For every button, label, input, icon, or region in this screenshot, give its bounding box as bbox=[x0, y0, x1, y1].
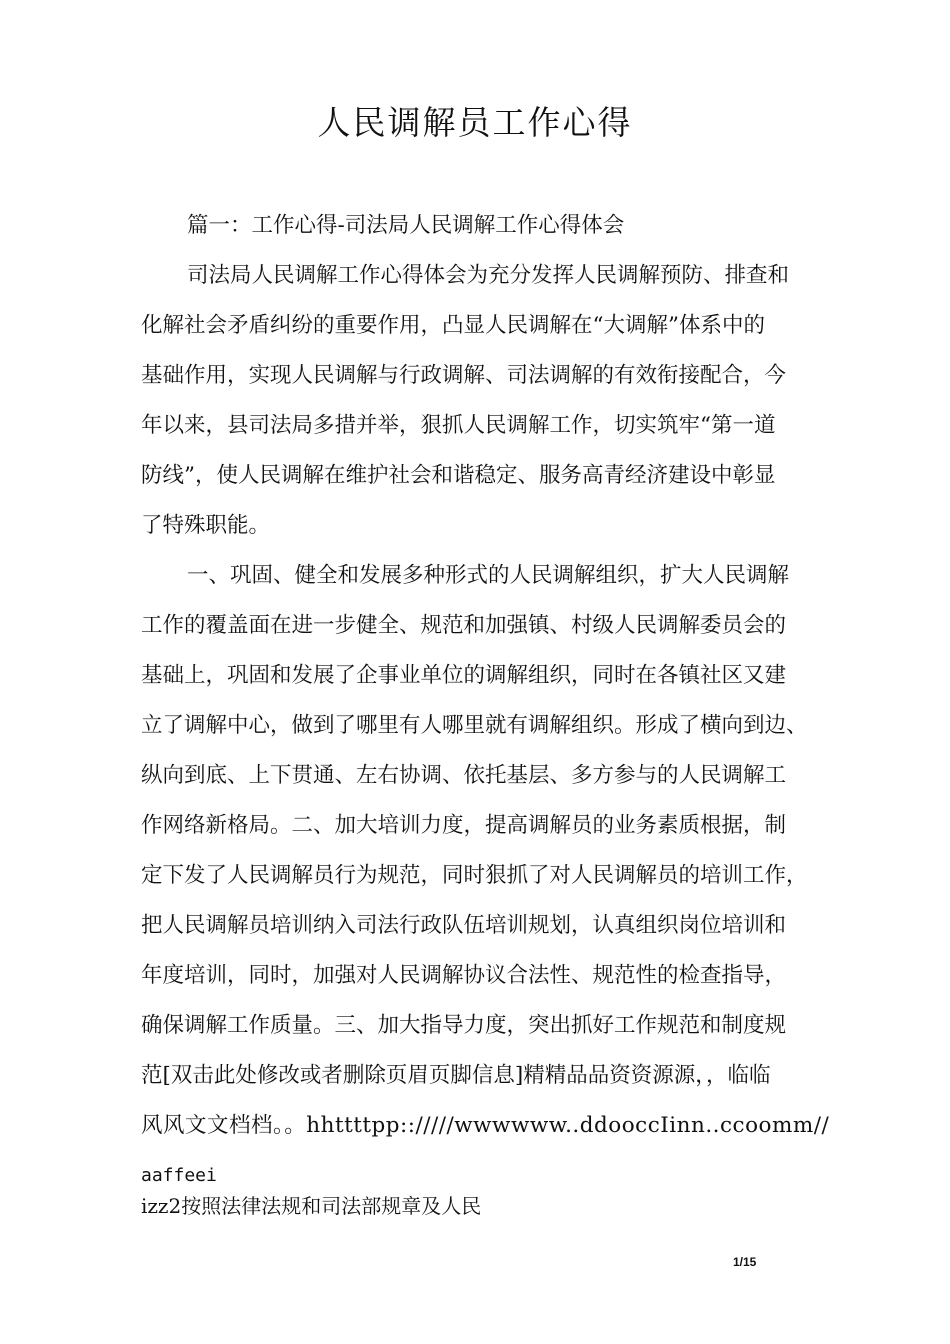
text-line: 一、巩固、健全和发展多种形式的人民调解组织，扩大人民调解 bbox=[187, 563, 790, 588]
text-line: 基础作用，实现人民调解与行政调解、司法调解的有效衔接配合，今 bbox=[141, 363, 787, 388]
page-title: 人民调解员工作心得 bbox=[317, 103, 633, 142]
text-line: 风风文文档档。。hhttttpp:://///wwwwww..ddooccIinn..ccoomm// bbox=[141, 1113, 830, 1138]
text-line: 篇一：工作心得-司法局人民调解工作心得体会 bbox=[187, 213, 625, 238]
text-line: 防线”，使人民调解在维护社会和谐稳定、服务高青经济建设中彰显 bbox=[141, 463, 776, 488]
text-line: 年以来，县司法局多措并举，狠抓人民调解工作，切实筑牢“第一道 bbox=[141, 413, 776, 438]
text-line: 工作的覆盖面在进一步健全、规范和加强镇、村级人民调解委员会的 bbox=[141, 613, 787, 638]
text-line: 把人民调解员培训纳入司法行政队伍培训规划，认真组织岗位培训和 bbox=[141, 913, 787, 938]
text-line: 范[双击此处修改或者删除页眉页脚信息]精精品品资资源源，，临临 bbox=[141, 1063, 771, 1088]
page-number: 1/15 bbox=[733, 1255, 757, 1269]
text-line: izz2按照法律法规和司法部规章及人民 bbox=[141, 1194, 482, 1218]
text-line: 化解社会矛盾纠纷的重要作用，凸显人民调解在“大调解”体系中的 bbox=[141, 313, 765, 338]
text-line: 年度培训，同时，加强对人民调解协议合法性、规范性的检查指导， bbox=[141, 963, 787, 988]
text-line: 确保调解工作质量。三、加大指导力度，突出抓好工作规范和制度规 bbox=[141, 1013, 787, 1038]
text-line: 定下发了人民调解员行为规范，同时狠抓了对人民调解员的培训工作， bbox=[141, 863, 808, 888]
text-line: 司法局人民调解工作心得体会为充分发挥人民调解预防、排查和 bbox=[187, 263, 790, 288]
text-line: 基础上，巩固和发展了企事业单位的调解组织，同时在各镇社区又建 bbox=[141, 663, 787, 688]
text-line: 了特殊职能。 bbox=[141, 513, 271, 538]
text-line: 纵向到底、上下贯通、左右协调、依托基层、多方参与的人民调解工 bbox=[141, 763, 787, 788]
text-line: 立了调解中心，做到了哪里有人哪里就有调解组织。形成了横向到边、 bbox=[141, 713, 808, 738]
text-line: 作网络新格局。二、加大培训力度，提高调解员的业务素质根据，制 bbox=[141, 813, 787, 838]
text-line: aaffeei bbox=[141, 1165, 217, 1186]
